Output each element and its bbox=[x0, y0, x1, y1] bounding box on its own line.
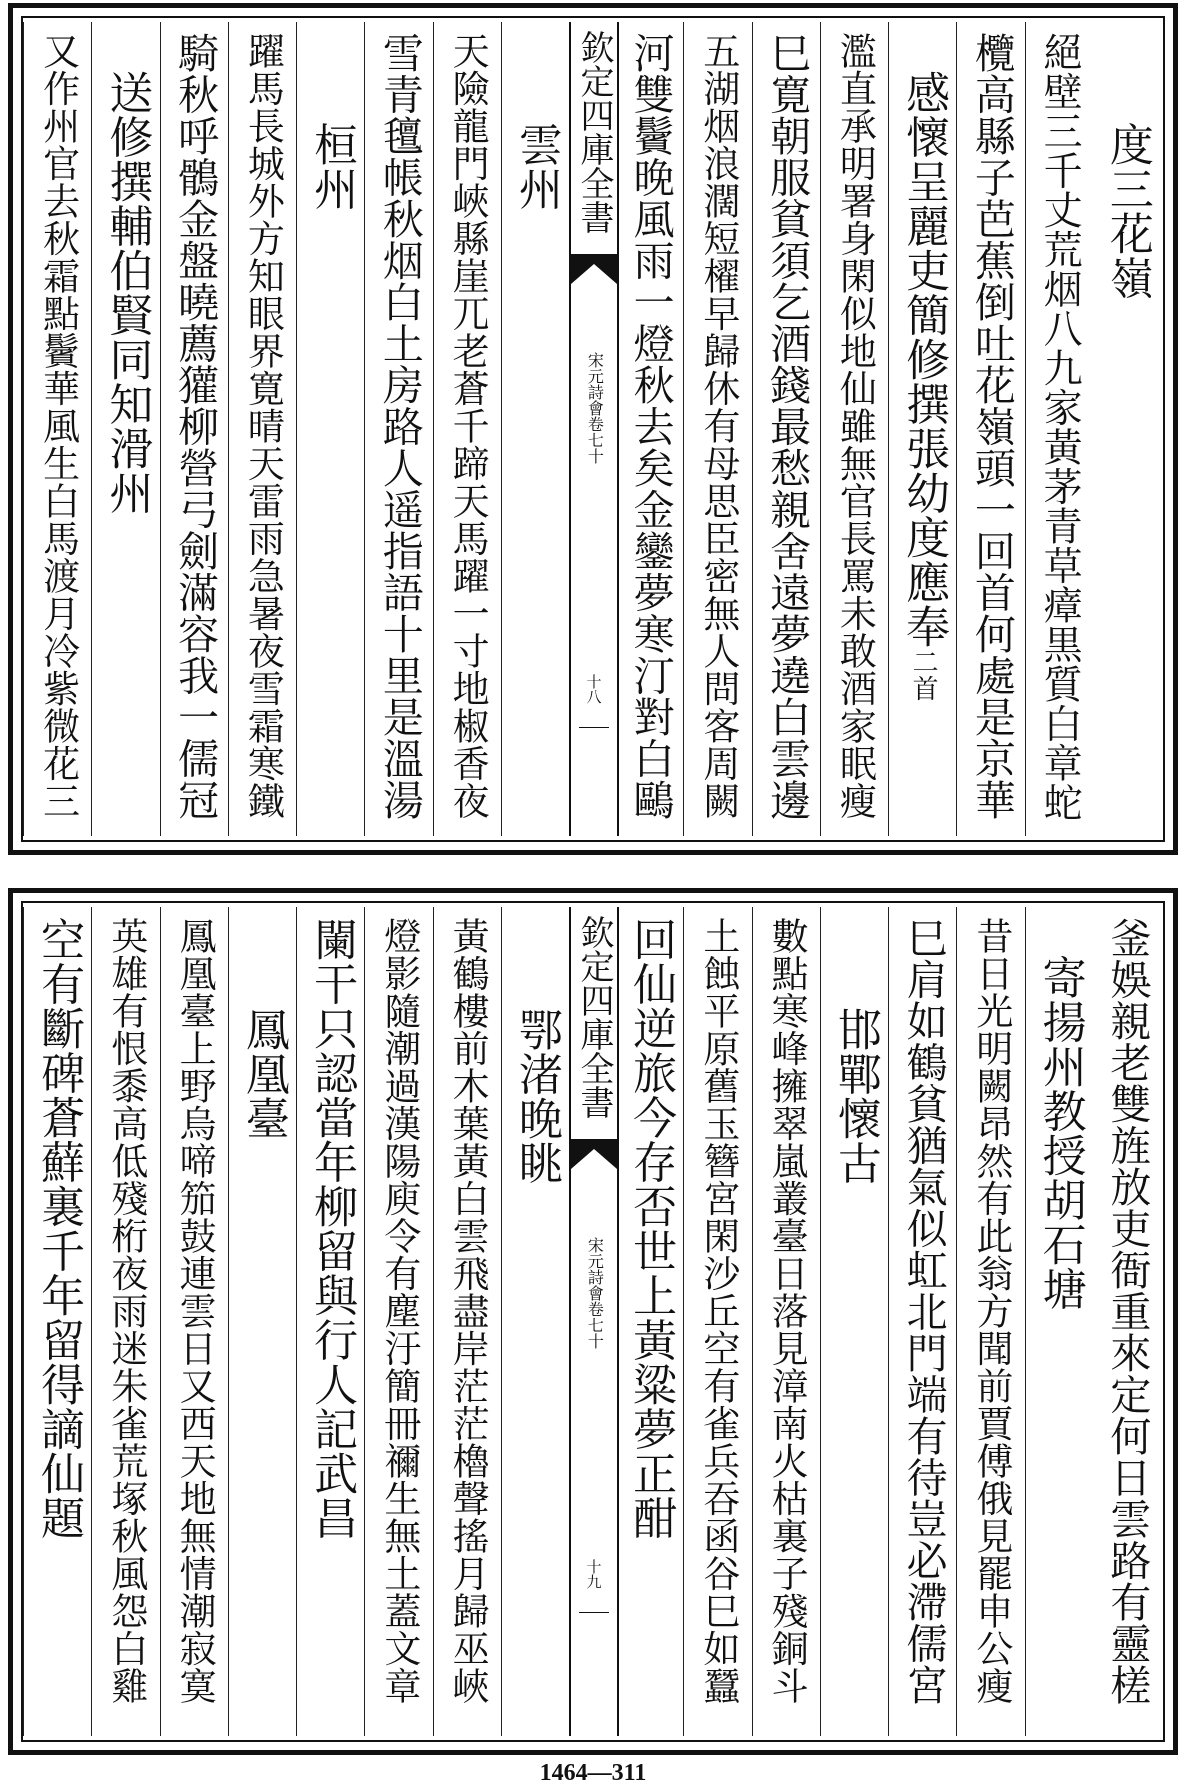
column-line: 鄂渚晚眺 bbox=[510, 1007, 562, 1185]
column-line: 躍馬長城外方知眼界寛晴天雷雨急暑夜雪霜寒鐵 bbox=[241, 32, 285, 820]
gutter-book-title: 宋元詩會 bbox=[585, 1237, 605, 1301]
column-line: 又作州官去秋霜點鬢華風生白馬渡月冷紫微花三 bbox=[36, 32, 80, 820]
page-gutter bbox=[569, 22, 619, 836]
column-text bbox=[763, 32, 812, 821]
text-column bbox=[683, 907, 752, 1736]
text-column bbox=[296, 907, 365, 1736]
text-column bbox=[956, 22, 1025, 836]
text-column bbox=[160, 22, 229, 836]
column-text bbox=[104, 917, 148, 1705]
column-text bbox=[765, 917, 809, 1705]
text-column bbox=[1093, 907, 1161, 1736]
column-text bbox=[101, 70, 153, 515]
text-column bbox=[683, 22, 752, 836]
column-text bbox=[1034, 955, 1086, 1311]
text-column bbox=[160, 907, 229, 1736]
gutter-book-info bbox=[586, 1237, 603, 1349]
text-column bbox=[501, 907, 570, 1736]
fishtail-mark-icon bbox=[571, 254, 617, 284]
column-text bbox=[967, 32, 1016, 821]
gutter-page-number: 十八 bbox=[584, 674, 603, 704]
column-line: 巳肩如鶴貧猶氣似虹北門端有待豈必滯儒宮 bbox=[899, 917, 948, 1706]
text-column bbox=[296, 22, 365, 836]
bottom-page bbox=[8, 888, 1178, 1755]
text-column bbox=[364, 907, 433, 1736]
column-text bbox=[625, 917, 677, 1540]
gutter-book-title: 宋元詩會 bbox=[585, 352, 605, 416]
column-line: 昔日光明闕昂然有此翁方聞前賈傅俄見罷申公瘦 bbox=[969, 917, 1013, 1705]
text-column bbox=[501, 22, 570, 836]
text-column bbox=[23, 22, 92, 836]
column-text bbox=[696, 917, 740, 1705]
column-line: 度三花嶺 bbox=[1101, 122, 1153, 300]
column-text bbox=[33, 917, 85, 1540]
text-column bbox=[752, 907, 821, 1736]
column-text bbox=[306, 122, 358, 211]
text-column bbox=[364, 22, 433, 836]
column-line: 數點寒峰擁翠嵐叢臺日落見漳南火枯裏子殘銅斗 bbox=[765, 917, 809, 1705]
gutter-page-number: 十九 bbox=[584, 1559, 603, 1589]
column-line: 燈影隨潮過漢陽庾令有塵汙簡冊禰生無土蓋文章 bbox=[377, 917, 421, 1705]
column-text bbox=[510, 122, 562, 211]
gutter-book-info bbox=[586, 352, 603, 464]
text-column bbox=[1093, 22, 1161, 836]
text-column bbox=[820, 22, 889, 836]
gutter-title: 欽定四庫全書 bbox=[574, 30, 614, 234]
column-text bbox=[1103, 917, 1152, 1706]
fishtail-mark-icon bbox=[571, 1139, 617, 1169]
column-line: 釜娛親老雙旌放吏衙重來定何日雲路有靈槎 bbox=[1103, 917, 1152, 1706]
column-text bbox=[237, 1007, 289, 1141]
column-line: 回仙逆旅今存否世上黃粱夢正酣 bbox=[625, 917, 677, 1540]
column-text bbox=[829, 1007, 881, 1185]
column-text bbox=[306, 917, 358, 1540]
text-column bbox=[91, 22, 160, 836]
column-line: 雲州 bbox=[510, 122, 562, 211]
column-line: 黃鶴樓前木葉黃白雲飛盡岸茫茫櫓聲搖月歸巫峽 bbox=[446, 917, 490, 1705]
column-line: 土蝕平原舊玉簪宮閑沙丘空有雀兵吞函谷巳如蠶 bbox=[696, 917, 740, 1705]
text-column bbox=[228, 907, 297, 1736]
top-page bbox=[8, 3, 1178, 855]
text-column bbox=[888, 907, 957, 1736]
column-text bbox=[375, 32, 424, 821]
text-column bbox=[228, 22, 297, 836]
column-line: 邯鄲懷古 bbox=[829, 1007, 881, 1185]
column-line: 欖高縣子芭蕉倒吐花嶺頭一回首何處是京華 bbox=[967, 32, 1016, 821]
footer-page-number: 1464—311 bbox=[539, 1760, 647, 1786]
column-text bbox=[1101, 122, 1153, 300]
page-gutter bbox=[569, 907, 619, 1736]
text-column bbox=[23, 907, 92, 1736]
column-text bbox=[510, 1007, 562, 1185]
text-column bbox=[615, 907, 684, 1736]
column-line: 感懷呈麗吏簡修撰張幼度應奉 bbox=[898, 70, 950, 649]
column-text bbox=[969, 917, 1013, 1705]
column-line: 桓州 bbox=[306, 122, 358, 211]
text-column bbox=[433, 22, 502, 836]
text-column bbox=[752, 22, 821, 836]
column-text bbox=[626, 32, 675, 821]
text-column bbox=[433, 907, 502, 1736]
text-column bbox=[615, 22, 684, 836]
column-text bbox=[446, 917, 490, 1705]
column-line: 五湖烟浪濶短櫂早歸休有母思臣密無人問客周闕 bbox=[696, 32, 740, 820]
column-line: 英雄有恨黍高低殘桁夜雨迷朱雀荒塚秋風怨白雞 bbox=[104, 917, 148, 1705]
gutter-juan: 卷七十 bbox=[585, 416, 605, 464]
column-text bbox=[171, 32, 220, 821]
column-text bbox=[36, 32, 80, 820]
column-line: 寄揚州教授胡石塘 bbox=[1034, 955, 1086, 1311]
text-column bbox=[888, 22, 957, 836]
column-line: 河雙鬢晚風雨一燈秋去矣金鑾夢寒汀對白鷗 bbox=[626, 32, 675, 821]
column-text bbox=[446, 32, 490, 820]
gutter-rule bbox=[579, 1612, 609, 1613]
column-text bbox=[173, 917, 217, 1705]
text-column bbox=[956, 907, 1025, 1736]
bottom-page-frame bbox=[21, 901, 1165, 1742]
gutter-juan: 卷七十 bbox=[585, 1301, 605, 1349]
column-line: 空有斷碑蒼蘚裏千年留得謫仙題 bbox=[33, 917, 85, 1540]
column-text bbox=[899, 917, 948, 1706]
text-column bbox=[91, 907, 160, 1736]
gutter-rule bbox=[579, 727, 609, 728]
gutter-title: 欽定四庫全書 bbox=[574, 915, 614, 1119]
text-column bbox=[1025, 907, 1094, 1736]
text-column bbox=[820, 907, 889, 1736]
column-text bbox=[898, 70, 950, 702]
column-text bbox=[1037, 32, 1083, 822]
column-text bbox=[377, 917, 421, 1705]
column-line: 濫直承明署身閑似地仙雖無官長罵未敢酒家眠瘦 bbox=[833, 32, 877, 820]
column-line: 巳寛朝服貧須乞酒錢最愁親舍遠夢遶白雲邊 bbox=[763, 32, 812, 821]
column-line: 鳳凰臺 bbox=[237, 1007, 289, 1141]
column-line: 騎秋呼鶻金盤曉薦獾柳營弓劍滿容我一儒冠 bbox=[171, 32, 220, 821]
column-text bbox=[241, 32, 285, 820]
column-line: 天險龍門峽縣崖兀老蒼千蹄天馬躍一寸地椒香夜 bbox=[446, 32, 490, 820]
column-text bbox=[833, 32, 877, 820]
column-line: 鳳凰臺上野烏啼笳鼓連雲日又西天地無情潮寂寞 bbox=[173, 917, 217, 1705]
column-line: 送修撰輔伯賢同知滑州 bbox=[101, 70, 153, 515]
column-line: 闌干只認當年柳留與行人記武昌 bbox=[306, 917, 358, 1540]
column-text bbox=[696, 32, 740, 820]
top-page-frame bbox=[21, 16, 1165, 842]
column-note: 二首 bbox=[908, 648, 939, 702]
text-column bbox=[1025, 22, 1094, 836]
column-line: 雪青氊帳秋烟白土房路人遥指語十里是溫湯 bbox=[375, 32, 424, 821]
column-line: 絕壁三千丈荒烟八九家黃茅青草瘴黒質白章蛇 bbox=[1037, 32, 1083, 822]
